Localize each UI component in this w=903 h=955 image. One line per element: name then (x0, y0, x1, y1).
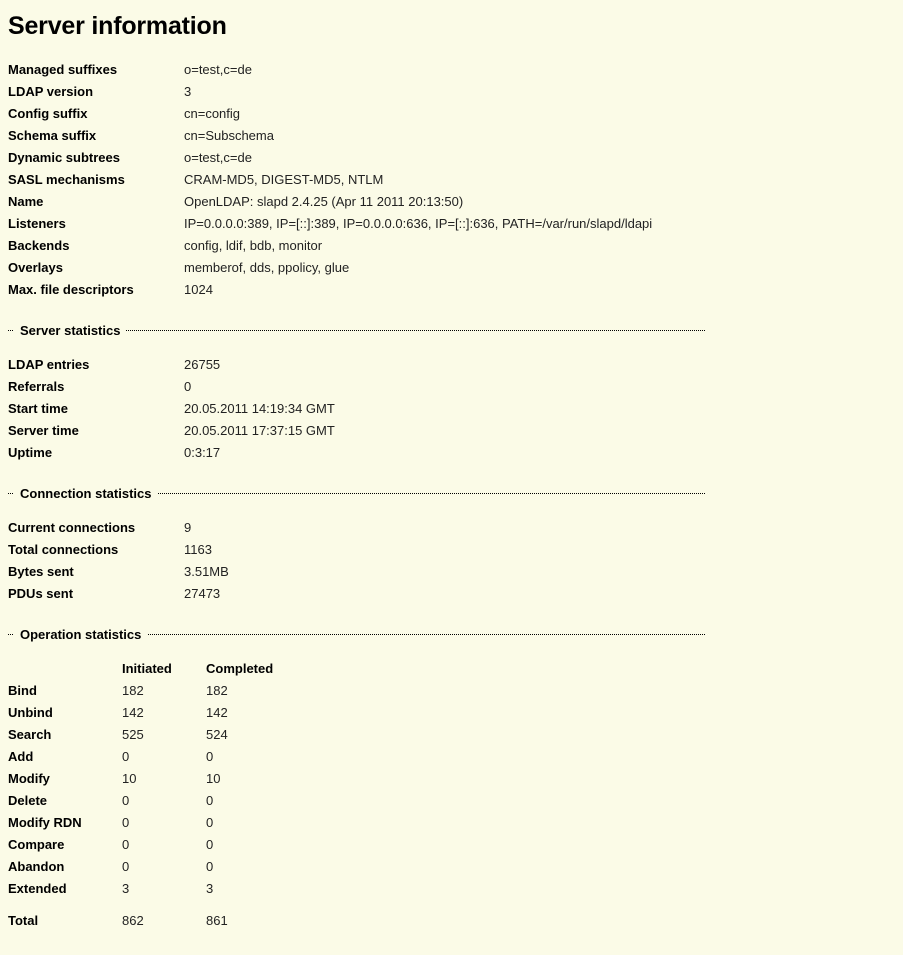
row-key: Backends (8, 238, 70, 253)
table-header-row (8, 662, 299, 684)
row-key: Uptime (8, 445, 53, 460)
column-header-completed: Completed (206, 661, 274, 676)
row-key: Max. file descriptors (8, 282, 134, 297)
row-completed: 0 (206, 815, 214, 830)
operation-statistics-table-body (8, 684, 299, 936)
row-key: Bytes sent (8, 564, 74, 579)
row-initiated: 525 (122, 727, 144, 742)
connection-statistics-legend: Connection statistics (20, 486, 152, 501)
table-row (8, 587, 229, 609)
row-initiated: 10 (122, 771, 137, 786)
table-row (8, 151, 652, 173)
row-value: 27473 (184, 586, 221, 601)
operation-statistics-body (8, 642, 705, 936)
table-row (8, 380, 335, 402)
table-row (8, 358, 335, 380)
column-header-operation (8, 662, 122, 684)
table-row (8, 424, 335, 446)
table-row (8, 684, 299, 706)
column-header-initiated: Initiated (122, 661, 172, 676)
row-value: IP=0.0.0.0:389, IP=[::]:389, IP=0.0.0.0:636, IP=[::]:636, PATH=/var/run/slapd/ldapi (184, 216, 653, 231)
table-row (8, 750, 299, 772)
server-info-body (8, 63, 652, 305)
row-key: Current connections (8, 520, 136, 535)
row-completed: 0 (206, 793, 214, 808)
connection-statistics-table (8, 521, 229, 609)
table-row (8, 217, 652, 239)
row-key: Referrals (8, 379, 65, 394)
table-row (8, 521, 229, 543)
row-completed: 0 (206, 837, 214, 852)
table-row (8, 882, 299, 904)
table-row (8, 794, 299, 816)
server-statistics-legend: Server statistics (20, 323, 121, 338)
table-row (8, 565, 229, 587)
row-initiated: 0 (122, 749, 130, 764)
row-key: Dynamic subtrees (8, 150, 120, 165)
row-value: 1163 (184, 542, 212, 557)
row-value: memberof, dds, ppolicy, glue (184, 260, 350, 275)
row-key: PDUs sent (8, 586, 74, 601)
row-value: 3.51MB (184, 564, 229, 579)
bottom-spacer (8, 936, 903, 944)
row-completed: 0 (206, 749, 214, 764)
row-key: Listeners (8, 216, 66, 231)
table-row (8, 283, 652, 305)
row-key: LDAP entries (8, 357, 90, 372)
row-completed: 10 (206, 771, 221, 786)
table-row (8, 772, 299, 794)
row-key: Start time (8, 401, 68, 416)
operation-statistics-head (8, 662, 299, 684)
table-row (8, 63, 652, 85)
server-statistics-section (8, 323, 705, 468)
row-value: 20.05.2011 17:37:15 GMT (184, 423, 335, 438)
row-operation: Total (8, 913, 39, 928)
row-operation: Search (8, 727, 52, 742)
row-operation: Add (8, 749, 34, 764)
server-statistics-table (8, 358, 335, 468)
row-operation: Unbind (8, 705, 53, 720)
row-value: 0:3:17 (184, 445, 221, 460)
table-row (8, 402, 335, 424)
row-value: 0 (184, 379, 192, 394)
row-initiated: 182 (122, 683, 144, 698)
connection-statistics-section (8, 486, 705, 609)
row-value: o=test,c=de (184, 150, 252, 165)
row-operation: Abandon (8, 859, 65, 874)
table-row (8, 173, 652, 195)
connection-statistics-body (8, 501, 705, 609)
row-operation: Delete (8, 793, 48, 808)
row-value: CRAM-MD5, DIGEST-MD5, NTLM (184, 172, 384, 187)
row-value: 1024 (184, 282, 213, 297)
row-initiated: 3 (122, 881, 130, 896)
row-completed: 182 (206, 683, 228, 698)
operation-statistics-table (8, 662, 299, 936)
row-value: config, ldif, bdb, monitor (184, 238, 323, 253)
row-value: cn=Subschema (184, 128, 274, 143)
connection-statistics-table-body (8, 521, 229, 609)
row-initiated: 0 (122, 815, 130, 830)
row-completed: 142 (206, 705, 228, 720)
row-completed: 0 (206, 859, 214, 874)
table-row (8, 85, 652, 107)
row-key: Name (8, 194, 44, 209)
row-operation: Modify (8, 771, 50, 786)
row-value: 20.05.2011 14:19:34 GMT (184, 401, 335, 416)
row-key: Schema suffix (8, 128, 97, 143)
page-title: Server information (8, 12, 227, 40)
row-value: 3 (184, 84, 192, 99)
row-completed: 861 (206, 913, 228, 928)
row-value: o=test,c=de (184, 62, 252, 77)
row-completed: 3 (206, 881, 214, 896)
row-initiated: 0 (122, 859, 130, 874)
table-row (8, 446, 335, 468)
table-row (8, 838, 299, 860)
row-initiated: 862 (122, 913, 144, 928)
table-row (8, 860, 299, 882)
row-initiated: 142 (122, 705, 144, 720)
row-key: Managed suffixes (8, 62, 118, 77)
server-statistics-table-body (8, 358, 335, 468)
server-info-table (8, 63, 652, 305)
row-operation: Extended (8, 881, 67, 896)
server-statistics-body (8, 338, 705, 468)
table-row (8, 239, 652, 261)
row-key: Overlays (8, 260, 63, 275)
table-row (8, 129, 652, 151)
row-initiated: 0 (122, 837, 130, 852)
table-row (8, 195, 652, 217)
row-value: OpenLDAP: slapd 2.4.25 (Apr 11 2011 20:13:50) (184, 194, 464, 209)
row-key: Server time (8, 423, 79, 438)
table-row (8, 543, 229, 565)
operation-statistics-section (8, 627, 705, 936)
table-row (8, 706, 299, 728)
table-row-total (8, 904, 299, 936)
row-key: Total connections (8, 542, 119, 557)
row-value: 26755 (184, 357, 221, 372)
row-completed: 524 (206, 727, 228, 742)
row-key: SASL mechanisms (8, 172, 125, 187)
row-operation: Bind (8, 683, 37, 698)
row-operation: Compare (8, 837, 65, 852)
table-row (8, 261, 652, 283)
row-value: 9 (184, 520, 192, 535)
table-row (8, 728, 299, 750)
row-initiated: 0 (122, 793, 130, 808)
row-key: Config suffix (8, 106, 88, 121)
row-operation: Modify RDN (8, 815, 82, 830)
table-row (8, 107, 652, 129)
table-row (8, 816, 299, 838)
row-value: cn=config (184, 106, 241, 121)
row-key: LDAP version (8, 84, 94, 99)
operation-statistics-legend: Operation statistics (20, 627, 142, 642)
